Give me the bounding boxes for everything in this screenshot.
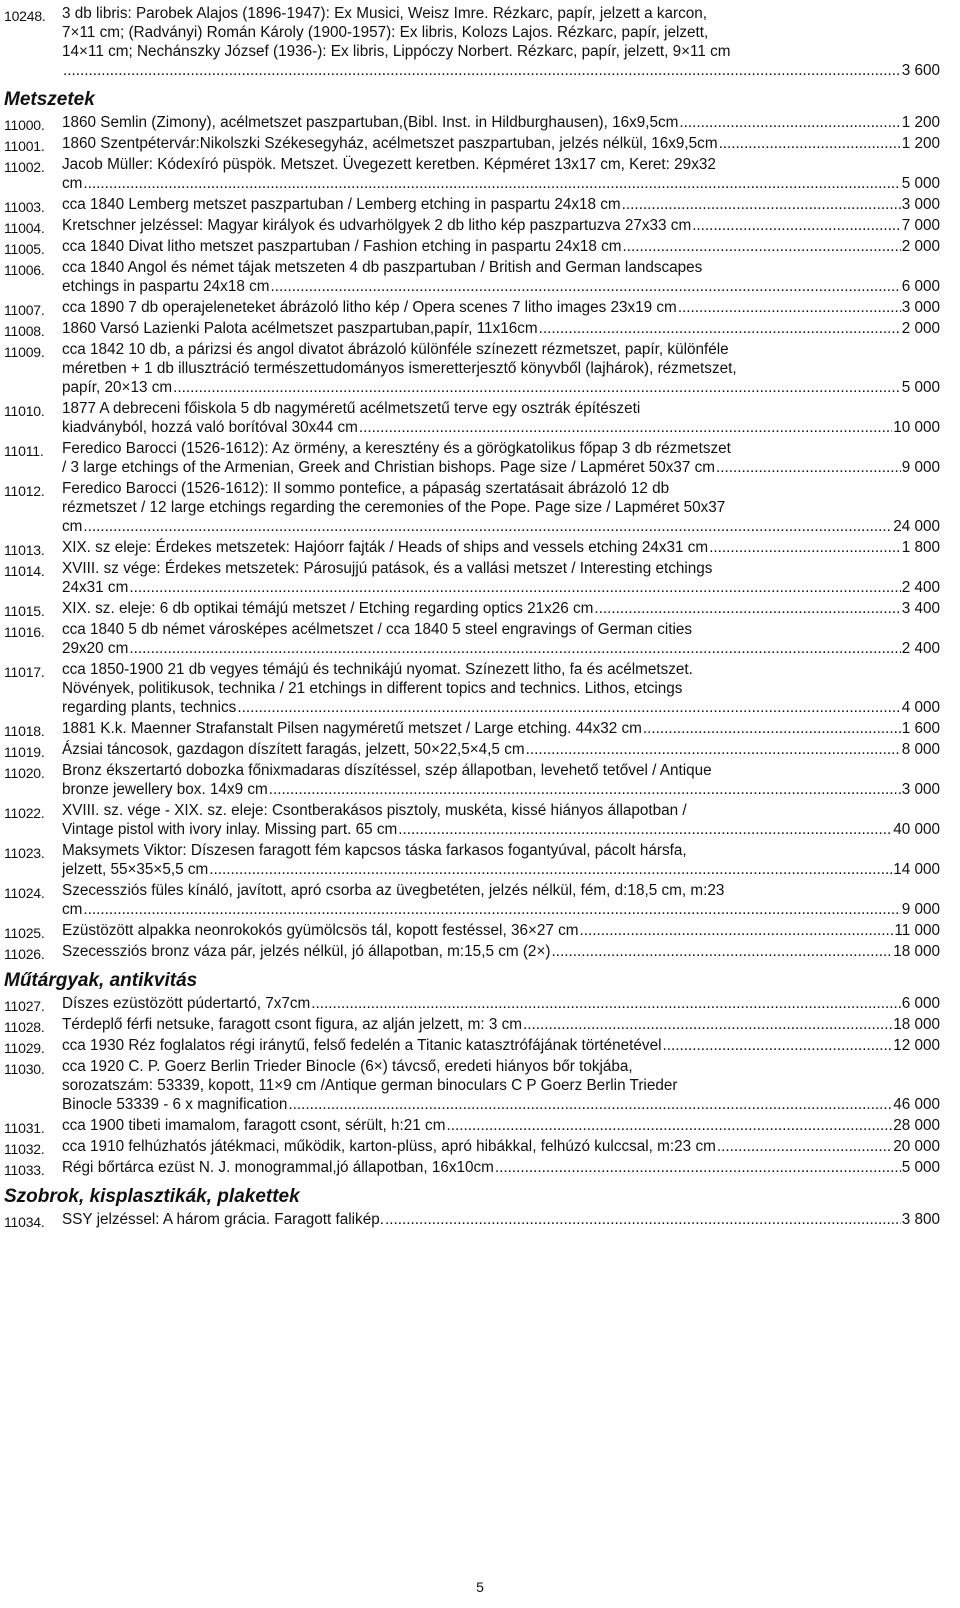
catalog-entry (0, 399, 940, 437)
catalog-entry (0, 155, 940, 193)
description-last-line: Régi bőrtárca ezüst N. J. monogrammal,jó állapotban, 16x10cm (62, 1159, 494, 1176)
description-line: 14×11 cm; Nechánszky József (1936-): Ex libris, Lippóczy Norbert. Rézkarc, papír, jelzett, 9×11 cm (62, 43, 731, 60)
price-line (62, 458, 940, 477)
description-last-line: cca 1840 Divat litho metszet paszpartuban / Fashion etching in paspartu 24x18 cm (62, 238, 622, 255)
lot-number: 11010. (4, 403, 45, 419)
lot-price: 14 000 (893, 861, 940, 878)
description-last-line: Vintage pistol with ivory inlay. Missing part. 65 cm (62, 821, 398, 838)
description-line: cca 1842 10 db, a párizsi és angol divatot ábrázoló különféle színezett rézmetszet, papír, különféle (62, 341, 729, 358)
lot-price: 18 000 (893, 1016, 940, 1033)
catalog-entry (0, 921, 940, 940)
lot-price: 18 000 (893, 943, 940, 960)
lot-number: 11022. (4, 805, 45, 821)
lot-number: 11015. (4, 603, 45, 619)
description-last-line: / 3 large etchings of the Armenian, Greek and Christian bishops. Page size / Lapméret 50x37 cm (62, 459, 716, 476)
lot-number: 11007. (4, 302, 45, 318)
dot-leader (662, 1036, 892, 1055)
lot-price: 9 000 (901, 901, 940, 918)
dot-leader (398, 820, 892, 839)
catalog-entry (0, 134, 940, 153)
description-last-line: cm (62, 901, 83, 918)
description-line: cca 1840 5 db német városképes acélmetszet / cca 1840 5 steel engravings of German cities (62, 621, 693, 638)
lot-price: 24 000 (893, 518, 940, 535)
dot-leader (288, 1095, 892, 1114)
lot-number: 11026. (4, 946, 45, 962)
lot-price: 3 000 (901, 196, 940, 213)
dot-leader (63, 61, 901, 80)
description-last-line: cca 1910 felhúzhatós játékmaci, működik, karton-plüss, apró hibákkal, felhúzó kulccsal, m:23 cm (62, 1138, 716, 1155)
dot-leader (495, 1158, 901, 1177)
price-line (62, 418, 940, 437)
lot-price: 2 000 (901, 238, 940, 255)
section-heading: Műtárgyak, antikvitás (4, 970, 198, 991)
dot-leader (209, 860, 892, 879)
lot-number: 11028. (4, 1019, 45, 1035)
price-line (62, 237, 940, 256)
price-line (62, 578, 940, 597)
lot-number: 11033. (4, 1162, 45, 1178)
dot-leader (551, 942, 892, 961)
lot-price: 3 400 (901, 600, 940, 617)
description-line: Maksymets Viktor: Díszesen faragott fém kapcsos táska farkasos fogantyúval, pácolt hársfa, (62, 842, 687, 859)
description-line: 1877 A debreceni főiskola 5 db nagyméretű acélmetszetű terve egy osztrák építészeti (62, 400, 641, 417)
catalog-entry (0, 1210, 940, 1229)
dot-leader (623, 237, 901, 256)
catalog-entry (0, 719, 940, 738)
lot-number: 11006. (4, 262, 45, 278)
description-line: Feredico Barocci (1526-1612): Il sommo pontefice, a pápaság szertatásait ábrázoló 12 db (62, 480, 670, 497)
lot-price: 7 000 (901, 217, 940, 234)
price-line (62, 1158, 940, 1177)
lot-price: 6 000 (901, 278, 940, 295)
lot-price: 3 000 (901, 781, 940, 798)
price-line (62, 740, 940, 759)
description-last-line: papír, 20×13 cm (62, 379, 173, 396)
description-line: cca 1850-1900 21 db vegyes témájú és technikájú nyomat. Színezett litho, fa és acélmetszet. (62, 661, 693, 678)
description-line: cca 1840 Angol és német tájak metszeten 4 db paszpartuban / British and German landscapes (62, 259, 703, 276)
description-last-line: bronze jewellery box. 14x9 cm (62, 781, 268, 798)
description-last-line: cm (62, 518, 83, 535)
lot-price: 10 000 (893, 419, 940, 436)
dot-leader (643, 719, 901, 738)
lot-price: 2 400 (901, 640, 940, 657)
description-line: Bronz ékszertartó dobozka főnixmadaras díszítéssel, szép állapotban, levehető tetővel / Antique (62, 762, 712, 779)
description-line: rézmetszet / 12 large etchings regarding the ceremonies of the Pope. Page size / Lapméret 50x37 (62, 499, 726, 516)
lot-price: 5 000 (901, 1159, 940, 1176)
lot-number: 11027. (4, 998, 45, 1014)
lot-number: 11002. (4, 159, 45, 175)
description-line: XVIII. sz. vége - XIX. sz. eleje: Csontberakásos pisztoly, muskéta, kissé hiányos állapotban / (62, 802, 687, 819)
price-line (62, 216, 940, 235)
price-line (62, 1116, 940, 1135)
dot-leader (311, 994, 900, 1013)
catalog-content (0, 4, 960, 1231)
catalog-entry (0, 479, 940, 536)
dot-leader (83, 517, 892, 536)
description-last-line: Térdeplő férfi netsuke, faragott csont figura, az alján jelzett, m: 3 cm (62, 1016, 522, 1033)
lot-number: 11012. (4, 483, 45, 499)
dot-leader (523, 1015, 892, 1034)
lot-price: 12 000 (893, 1037, 940, 1054)
price-line (62, 860, 940, 879)
dot-leader (539, 319, 901, 338)
description-last-line: kiadványból, hozzá való borítóval 30x44 cm (62, 419, 358, 436)
description-last-line: Binocle 53339 - 6 x magnification (62, 1096, 288, 1113)
dot-leader (716, 458, 901, 477)
lot-number: 11030. (4, 1061, 45, 1077)
description-last-line: XIX. sz. eleje: 6 db optikai témájú metszet / Etching regarding optics 21x26 cm (62, 600, 594, 617)
price-line (62, 378, 940, 397)
price-line (62, 298, 940, 317)
lot-price: 1 200 (901, 114, 940, 131)
lot-number: 11023. (4, 845, 45, 861)
catalog-entry (0, 599, 940, 618)
price-line (62, 942, 940, 961)
lot-number: 11025. (4, 925, 45, 941)
dot-leader (594, 599, 900, 618)
lot-number: 11005. (4, 241, 45, 257)
lot-price: 5 000 (901, 379, 940, 396)
section-heading: Metszetek (4, 89, 95, 110)
catalog-entry (0, 1158, 940, 1177)
catalog-entry (0, 216, 940, 235)
lot-number: 11032. (4, 1141, 45, 1157)
lot-number: 11009. (4, 344, 45, 360)
description-line: méretben + 1 db illusztráció természettudományos ismeretterjesztő könyvből (lajhárok), rézmetszet, (62, 360, 737, 377)
catalog-entry (0, 1116, 940, 1135)
lot-price: 9 000 (901, 459, 940, 476)
lot-number: 11017. (4, 664, 45, 680)
price-line (62, 1095, 940, 1114)
catalog-entry (0, 1057, 940, 1114)
catalog-entry (0, 881, 940, 919)
catalog-entry (0, 942, 940, 961)
lot-number: 11003. (4, 199, 45, 215)
price-line (62, 639, 940, 658)
catalog-entry (0, 620, 940, 658)
price-line (62, 134, 940, 153)
price-line (62, 921, 940, 940)
description-last-line: cm (62, 175, 83, 192)
price-line (62, 277, 940, 296)
price-line (62, 1210, 940, 1229)
page-number: 5 (476, 1579, 484, 1595)
description-last-line: Kretschner jelzéssel: Magyar királyok és udvarhölgyek 2 db litho kép paszpartuzva 27x33 cm (62, 217, 692, 234)
catalog-entry (0, 237, 940, 256)
lot-price: 1 600 (901, 720, 940, 737)
description-last-line: jelzett, 55×35×5,5 cm (62, 861, 209, 878)
dot-leader (446, 1116, 892, 1135)
lot-price: 11 000 (894, 922, 940, 939)
dot-leader (83, 174, 900, 193)
description-line: sorozatszám: 53339, kopott, 11×9 cm /Antique german binoculars C P Goerz Berlin Trieder (62, 1077, 678, 1094)
catalog-entry (0, 559, 940, 597)
dot-leader (237, 698, 900, 717)
lot-number: 11008. (4, 323, 45, 339)
description-last-line: cca 1930 Réz foglalatos régi iránytű, felső fedelén a Titanic katasztrófájának történetével (62, 1037, 662, 1054)
description-last-line: cca 1900 tibeti imamalom, faragott csont, sérült, h:21 cm (62, 1117, 446, 1134)
catalog-entry (0, 319, 940, 338)
dot-leader (692, 216, 901, 235)
dot-leader (385, 1210, 901, 1229)
catalog-entry (0, 439, 940, 477)
price-line (62, 538, 940, 557)
catalog-entry (0, 1137, 940, 1156)
description-last-line: Ázsiai táncosok, gazdagon díszített faragás, jelzett, 50×22,5×4,5 cm (62, 741, 525, 758)
catalog-entry (0, 1015, 940, 1034)
lot-price: 6 000 (901, 995, 940, 1012)
description-last-line: regarding plants, technics (62, 699, 237, 716)
description-last-line: 1860 Semlin (Zimony), acélmetszet paszpartuban,(Bibl. Inst. in Hildburghausen), 16x9,5cm (62, 114, 679, 131)
description-last-line: 1881 K.k. Maenner Strafanstalt Pilsen nagyméretű metszet / Large etching. 44x32 cm (62, 720, 642, 737)
lot-price: 1 200 (901, 135, 940, 152)
description-line: 3 db libris: Parobek Alajos (1896-1947): Ex Musici, Weisz Imre. Rézkarc, papír, jelzett a karcon, (62, 5, 708, 22)
lot-number: 11004. (4, 220, 45, 236)
lot-price: 2 000 (901, 320, 940, 337)
dot-leader (129, 578, 900, 597)
section-heading: Szobrok, kisplasztikák, plakettek (4, 1186, 300, 1207)
description-last-line: Díszes ezüstözött púdertartó, 7x7cm (62, 995, 311, 1012)
lot-price: 20 000 (893, 1138, 940, 1155)
description-line: cca 1920 C. P. Goerz Berlin Trieder Binocle (6×) távcső, eredeti hiányos bőr tokjába, (62, 1058, 633, 1075)
lot-number: 11000. (4, 117, 45, 133)
description-line: Szecessziós füles kínáló, javított, apró csorba az üvegbetéten, jelzés nélkül, fém, d:18,5 cm, m:23 (62, 882, 725, 899)
price-line (62, 780, 940, 799)
dot-leader (83, 900, 900, 919)
catalog-entry (0, 1036, 940, 1055)
description-last-line: etchings in paspartu 24x18 cm (62, 278, 270, 295)
lot-number: 11034. (4, 1214, 45, 1230)
lot-price: 1 800 (901, 539, 940, 556)
lot-price: 8 000 (901, 741, 940, 758)
lot-number: 11001. (4, 138, 45, 154)
catalog-entry (0, 4, 940, 80)
catalog-entry (0, 195, 940, 214)
price-line (62, 61, 940, 80)
lot-number: 11029. (4, 1040, 45, 1056)
lot-price: 3 800 (901, 1211, 940, 1228)
lot-number: 11031. (4, 1120, 45, 1136)
dot-leader (678, 298, 901, 317)
lot-number: 11024. (4, 885, 45, 901)
catalog-entry (0, 740, 940, 759)
lot-number: 11016. (4, 624, 45, 640)
price-line (62, 174, 940, 193)
description-line: Növények, politikusok, technika / 21 etchings in different topics and technics. Lithos, etcings (62, 680, 683, 697)
description-last-line: 29x20 cm (62, 640, 129, 657)
catalog-entry (0, 801, 940, 839)
dot-leader (269, 780, 901, 799)
price-line (62, 698, 940, 717)
price-line (62, 599, 940, 618)
dot-leader (270, 277, 900, 296)
description-line: 7×11 cm; (Radványi) Román Károly (1900-1957): Ex libris, Kolozs Lajos. Rézkarc, papír, jelzett, (62, 24, 709, 41)
lot-number: 10248. (4, 8, 46, 24)
description-last-line: Ezüstözött alpakka neonrokokós gyümölcsös tál, kopott festéssel, 36×27 cm (62, 922, 579, 939)
lot-number: 11014. (4, 563, 45, 579)
catalog-entry (0, 113, 940, 132)
description-last-line: 24x31 cm (62, 579, 129, 596)
description-last-line: SSY jelzéssel: A három grácia. Faragott falikép. (62, 1211, 384, 1228)
price-line (62, 820, 940, 839)
lot-price: 3 600 (901, 62, 940, 79)
catalog-entry (0, 761, 940, 799)
catalog-entry (0, 340, 940, 397)
price-line (62, 195, 940, 214)
description-last-line: 1860 Varsó Lazienki Palota acélmetszet paszpartuban,papír, 11x16cm (62, 320, 538, 337)
lot-number: 11011. (4, 443, 44, 459)
description-last-line: 1860 Szentpétervár:Nikolszki Székesegyház, acélmetszet paszpartuban, jelzés nélkül, 16x9,5cm (62, 135, 718, 152)
dot-leader (580, 921, 894, 940)
price-line (62, 319, 940, 338)
catalog-entry (0, 841, 940, 879)
price-line (62, 900, 940, 919)
price-line (62, 517, 940, 536)
price-line (62, 719, 940, 738)
price-line (62, 994, 940, 1013)
lot-price: 3 000 (901, 299, 940, 316)
dot-leader (526, 740, 901, 759)
lot-price: 4 000 (901, 699, 940, 716)
dot-leader (679, 113, 900, 132)
dot-leader (709, 538, 901, 557)
price-line (62, 1036, 940, 1055)
dot-leader (359, 418, 892, 437)
price-line (62, 1137, 940, 1156)
description-last-line: cca 1890 7 db operajeleneteket ábrázoló litho kép / Opera scenes 7 litho images 23x19 cm (62, 299, 677, 316)
lot-price: 2 400 (901, 579, 940, 596)
lot-number: 11020. (4, 765, 45, 781)
description-line: Jacob Müller: Kódexíró püspök. Metszet. Üvegezett keretben. Képméret 13x17 cm, Keret: 29x32 (62, 156, 716, 173)
catalog-entry (0, 258, 940, 296)
description-line: Feredico Barocci (1526-1612): Az örmény, a keresztény és a görögkatolikus főpap 3 db rézmetszet (62, 440, 731, 457)
price-line (62, 113, 940, 132)
lot-number: 11019. (4, 744, 45, 760)
dot-leader (129, 639, 900, 658)
catalog-entry (0, 538, 940, 557)
dot-leader (173, 378, 901, 397)
lot-price: 5 000 (901, 175, 940, 192)
lot-number: 11013. (4, 542, 45, 558)
catalog-entry (0, 660, 940, 717)
lot-price: 28 000 (893, 1117, 940, 1134)
lot-price: 46 000 (893, 1096, 940, 1113)
catalog-entry (0, 994, 940, 1013)
dot-leader (622, 195, 901, 214)
lot-price: 40 000 (893, 821, 940, 838)
lot-number: 11018. (4, 723, 45, 739)
description-last-line: cca 1840 Lemberg metszet paszpartuban / Lemberg etching in paspartu 24x18 cm (62, 196, 621, 213)
catalog-entry (0, 298, 940, 317)
description-last-line: Szecessziós bronz váza pár, jelzés nélkül, jó állapotban, m:15,5 cm (2×) (62, 943, 551, 960)
price-line (62, 1015, 940, 1034)
description-line: XVIII. sz vége: Érdekes metszetek: Párosujjú patások, és a vallási metszet / Interesting etchings (62, 560, 713, 577)
dot-leader (717, 1137, 892, 1156)
description-last-line: XIX. sz eleje: Érdekes metszetek: Hajóorr fajták / Heads of ships and vessels etching 24x31 cm (62, 539, 709, 556)
dot-leader (719, 134, 901, 153)
